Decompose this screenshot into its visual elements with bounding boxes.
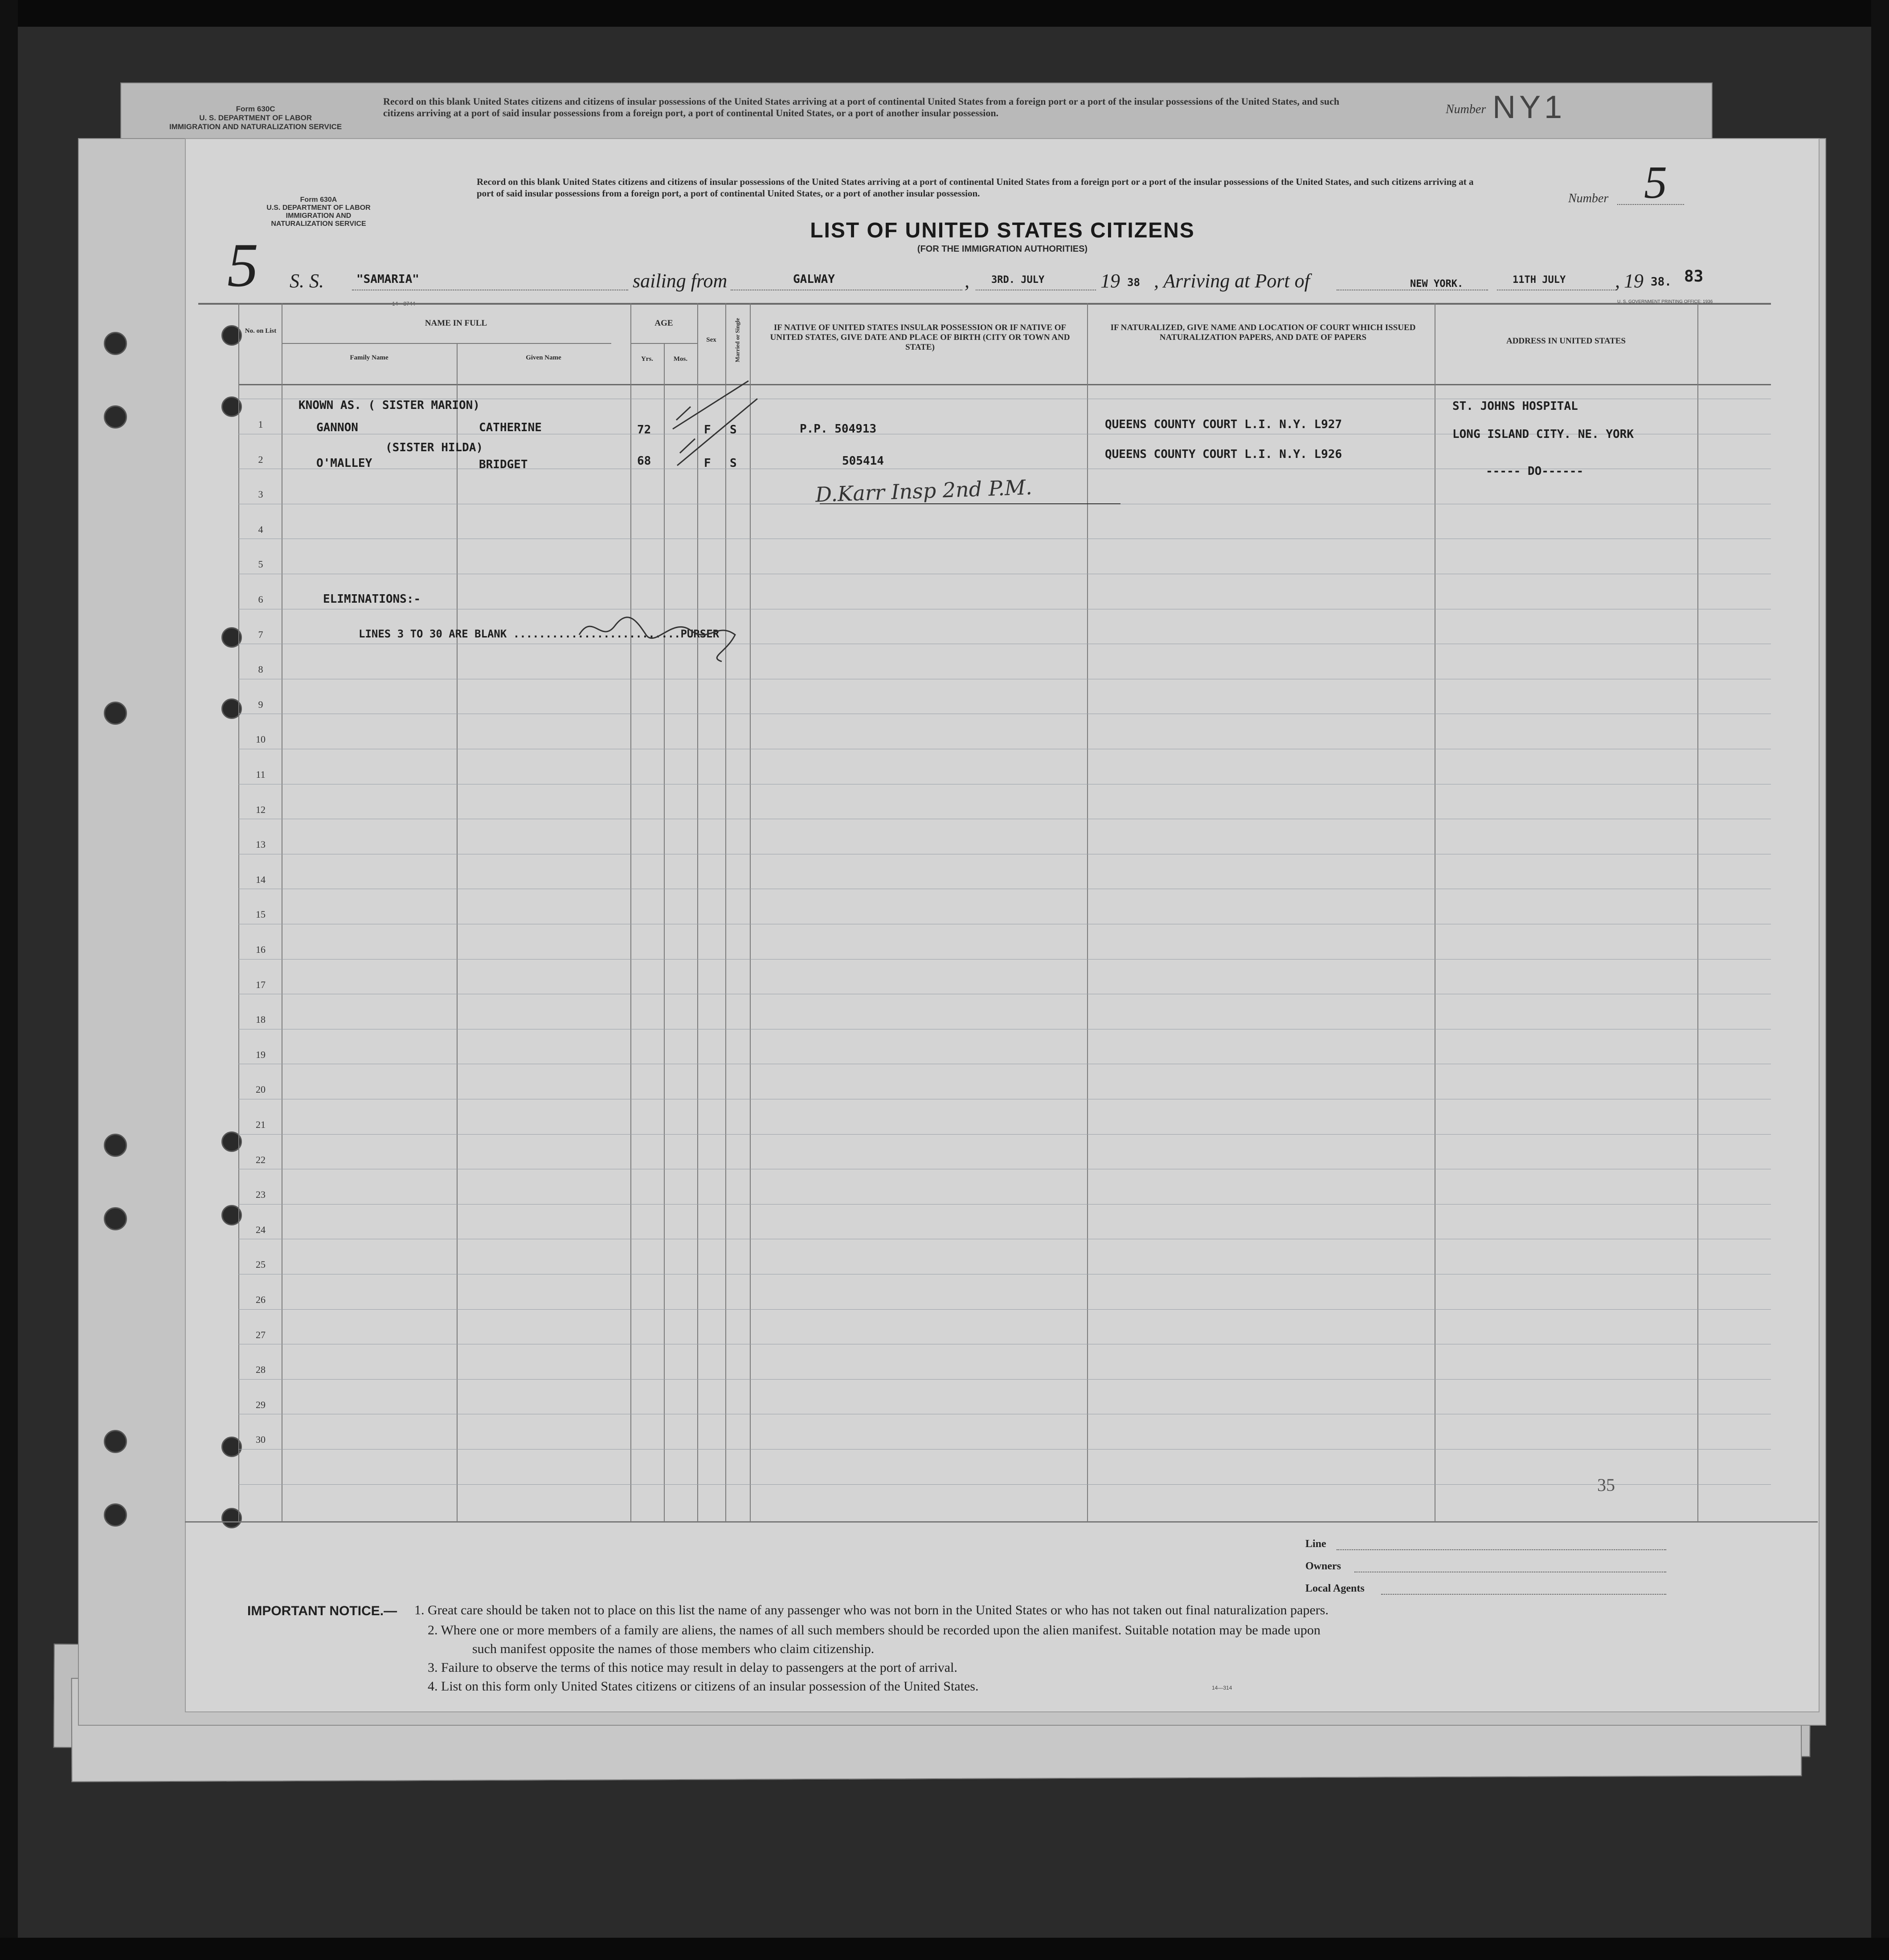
row-number: 13 bbox=[256, 839, 266, 850]
row-number: 30 bbox=[256, 1434, 266, 1446]
row-2-given-name: BRIDGET bbox=[479, 458, 528, 471]
form-id-line: Form 630A bbox=[300, 196, 337, 204]
col-rule bbox=[697, 303, 698, 1521]
row-1-age-yrs: 72 bbox=[637, 423, 651, 437]
col-rule bbox=[664, 343, 665, 1521]
arrival-port: NEW YORK. bbox=[1410, 278, 1464, 290]
row-rule bbox=[238, 1134, 1771, 1135]
header-bottom-border bbox=[238, 384, 1771, 385]
page-number: 35 bbox=[1597, 1475, 1615, 1495]
row-1-naturalization: QUEENS COUNTY COURT L.I. N.Y. L927 bbox=[1105, 418, 1342, 431]
row-number: 24 bbox=[256, 1224, 266, 1235]
row-number: 16 bbox=[256, 944, 266, 955]
back-form-id-line: Form 630C bbox=[236, 105, 275, 113]
ship-name: "SAMARIA" bbox=[356, 273, 419, 286]
row-number: 23 bbox=[256, 1189, 266, 1200]
row-rule bbox=[238, 1449, 1771, 1450]
purser-signature bbox=[575, 604, 753, 666]
comma: , bbox=[1615, 270, 1620, 292]
page-title: LIST OF UNITED STATES CITIZENS bbox=[810, 219, 1195, 242]
sail-year: 38 bbox=[1127, 276, 1140, 289]
row-number: 9 bbox=[258, 698, 263, 710]
binder-hole bbox=[104, 1207, 127, 1230]
row-rule bbox=[238, 1379, 1771, 1380]
ss-label: S. S. bbox=[290, 270, 324, 292]
header-naturalized: IF NATURALIZED, GIVE NAME AND LOCATION OF COURT WHICH ISSUED NATURALIZATION PAPERS, AND DATE OF PAPERS bbox=[1110, 323, 1416, 342]
binder-hole bbox=[104, 1134, 127, 1157]
row-2-native-info: 505414 bbox=[842, 454, 884, 468]
row-number: 25 bbox=[256, 1259, 266, 1270]
row-1-address: ST. JOHNS HOSPITAL bbox=[1452, 400, 1578, 413]
sail-date: 3RD. JULY bbox=[991, 274, 1045, 286]
col-rule bbox=[457, 343, 458, 1521]
margin-handwritten-number: 5 bbox=[227, 231, 258, 300]
header-mos: Mos. bbox=[673, 355, 688, 363]
film-border-top bbox=[0, 0, 1889, 27]
back-form-id-line: IMMIGRATION AND NATURALIZATION SERVICE bbox=[169, 122, 342, 131]
notice-item-4: 4. List on this form only United States citizens or citizens of an insular possession of the United States. bbox=[428, 1679, 979, 1694]
sailing-label: sailing from bbox=[633, 270, 728, 292]
line-field[interactable] bbox=[1337, 1549, 1666, 1550]
row-number: 7 bbox=[258, 629, 263, 640]
header-given-name: Given Name bbox=[526, 354, 561, 361]
header-address: ADDRESS IN UNITED STATES bbox=[1506, 336, 1626, 346]
row-rule bbox=[238, 1309, 1771, 1310]
number-label: Number bbox=[1568, 192, 1609, 205]
row-number: 18 bbox=[256, 1014, 266, 1025]
back-record-text: Record on this blank United States citizens and citizens of insular possessions of the United States arriving at a port of continental United States from a foreign port or a port of the insular possessions of the United States, and such citizens arriving at a port of said insular possessions from a foreign port, a port of continental United States, or a port of another insular possession. bbox=[383, 96, 1340, 118]
header-married-single: Married or Single bbox=[734, 318, 741, 363]
arrival-year-prefix: 19 bbox=[1624, 270, 1644, 292]
record-instructions: Record on this blank United States citizens and citizens of insular possessions of the United States arriving at a port of continental United States from a foreign port or a port of the insular possessions of the United States, and such citizens arriving at a port of said insular possessions from a foreign port, a port of continental United States, or a port of another insular possession. bbox=[477, 176, 1474, 199]
row-3-address-ditto: ----- DO------ bbox=[1486, 465, 1584, 478]
comma: , bbox=[965, 270, 969, 292]
local-agents-field[interactable] bbox=[1381, 1594, 1666, 1595]
form-id-line: IMMIGRATION AND bbox=[286, 212, 352, 220]
tick-marks bbox=[664, 372, 762, 479]
from-port: GALWAY bbox=[793, 273, 835, 286]
print-code: U. S. GOVERNMENT PRINTING OFFICE: 1936 bbox=[1617, 299, 1713, 304]
header-age: AGE bbox=[654, 318, 673, 328]
row-number: 29 bbox=[256, 1399, 266, 1410]
back-number-value: NY1 bbox=[1492, 90, 1566, 125]
page-subtitle: (FOR THE IMMIGRATION AUTHORITIES) bbox=[917, 244, 1088, 254]
row-number: 28 bbox=[256, 1364, 266, 1376]
binder-hole bbox=[104, 405, 127, 429]
row-2-address: LONG ISLAND CITY. NE. YORK bbox=[1452, 428, 1634, 441]
owners-label: Owners bbox=[1305, 1560, 1341, 1572]
row-2-sex: F bbox=[704, 457, 711, 470]
row-number: 20 bbox=[256, 1084, 266, 1095]
row-number: 3 bbox=[258, 489, 263, 500]
binder-hole bbox=[104, 332, 127, 355]
row-number: 10 bbox=[256, 734, 266, 745]
row-number: 14 bbox=[256, 874, 266, 885]
form-id-line: NATURALIZATION SERVICE bbox=[271, 220, 366, 228]
number-value: 5 bbox=[1644, 157, 1667, 208]
form-code: 14—314 bbox=[1212, 1685, 1232, 1691]
col-rule bbox=[750, 303, 751, 1521]
col-rule bbox=[725, 303, 726, 1521]
arrival-year: 38. bbox=[1651, 275, 1672, 289]
row-number: 26 bbox=[256, 1294, 266, 1305]
row-2-marital: S bbox=[730, 457, 737, 470]
row-number: 8 bbox=[258, 664, 263, 675]
row-1-given-name: CATHERINE bbox=[479, 421, 542, 434]
col-rule bbox=[238, 303, 239, 1521]
name-subheader-rule bbox=[282, 343, 611, 344]
lines-blank-note: LINES 3 TO 30 ARE BLANK ..........................PURSER bbox=[359, 628, 720, 640]
header-no-on-list: No. on List bbox=[245, 327, 277, 335]
eliminations-label: ELIMINATIONS:- bbox=[323, 592, 421, 606]
film-border-bottom bbox=[0, 1938, 1889, 1960]
binder-hole bbox=[104, 1430, 127, 1453]
row-1-marital: S bbox=[730, 423, 737, 437]
row-rule bbox=[238, 959, 1771, 960]
header-yrs: Yrs. bbox=[641, 355, 654, 363]
notice-item-3: 3. Failure to observe the terms of this notice may result in delay to passengers at the port of arrival. bbox=[428, 1660, 957, 1675]
row-number: 22 bbox=[256, 1154, 266, 1165]
citizens-list-form bbox=[185, 138, 1819, 1712]
header-native: IF NATIVE OF UNITED STATES INSULAR POSSESSION OR IF NATIVE OF UNITED STATES, GIVE DATE AND PLACE OF BIRTH (CITY OR TOWN AND STATE) bbox=[770, 323, 1070, 352]
row-rule bbox=[238, 1484, 1771, 1485]
arrival-date: 11TH JULY bbox=[1513, 274, 1566, 286]
notice-item-1: 1. Great care should be taken not to place on this list the name of any passenger who was not born in the United States or who has not taken out final naturalization papers. bbox=[414, 1603, 1329, 1617]
year-prefix: 19 bbox=[1100, 270, 1120, 292]
col-rule bbox=[1697, 303, 1698, 1521]
row-2-family-name: O'MALLEY bbox=[316, 457, 372, 470]
row-1-native-info: P.P. 504913 bbox=[800, 422, 877, 436]
local-agents-label: Local Agents bbox=[1305, 1583, 1365, 1594]
row-number: 2 bbox=[258, 453, 263, 465]
row-number: 15 bbox=[256, 909, 266, 920]
row-2-naturalization: QUEENS COUNTY COURT L.I. N.Y. L926 bbox=[1105, 448, 1342, 461]
row-2-age-yrs: 68 bbox=[637, 454, 651, 468]
arriving-label: , Arriving at Port of bbox=[1154, 270, 1310, 292]
header-family-name: Family Name bbox=[350, 354, 388, 361]
notice-item-2: 2. Where one or more members of a family are aliens, the names of all such members should be recorded upon the alien manifest. Suitable notation may be made upon bbox=[428, 1623, 1321, 1637]
known-as-note: (SISTER HILDA) bbox=[385, 441, 483, 454]
back-form-id-line: U. S. DEPARTMENT OF LABOR bbox=[199, 114, 312, 122]
row-1-family-name: GANNON bbox=[316, 421, 358, 434]
row-number: 21 bbox=[256, 1119, 266, 1130]
row-number: 27 bbox=[256, 1329, 266, 1340]
table-top-border bbox=[198, 303, 1771, 305]
print-code: 14—3744 bbox=[392, 301, 416, 307]
notice-item-2-cont: such manifest opposite the names of those members who claim citizenship. bbox=[472, 1642, 875, 1656]
known-as-note: KNOWN AS. ( SISTER MARION) bbox=[298, 399, 480, 412]
back-number-label: Number bbox=[1446, 102, 1486, 116]
row-rule bbox=[238, 1204, 1771, 1205]
row-number: 17 bbox=[256, 979, 266, 990]
form-id bbox=[241, 196, 397, 228]
line-label: Line bbox=[1305, 1538, 1326, 1550]
binder-hole bbox=[104, 1503, 127, 1527]
inspector-signature-note: D.Karr Insp 2nd P.M. bbox=[815, 475, 1033, 507]
stamp-number: 83 bbox=[1684, 267, 1704, 286]
header-sex: Sex bbox=[706, 336, 716, 343]
row-number: 11 bbox=[256, 769, 266, 780]
row-number: 5 bbox=[258, 559, 263, 570]
col-rule bbox=[630, 303, 631, 1521]
row-number: 4 bbox=[258, 523, 263, 535]
row-1-sex: F bbox=[704, 423, 711, 437]
header-name-in-full: NAME IN FULL bbox=[425, 318, 487, 328]
signature-underline bbox=[820, 503, 1120, 504]
back-form-id bbox=[169, 105, 342, 131]
row-number: 6 bbox=[258, 594, 263, 605]
binder-hole bbox=[104, 702, 127, 725]
col-rule bbox=[1087, 303, 1088, 1521]
row-number: 12 bbox=[256, 804, 266, 815]
table-bottom-border bbox=[185, 1521, 1818, 1523]
film-border-left bbox=[0, 0, 18, 1960]
form-id-line: U.S. DEPARTMENT OF LABOR bbox=[266, 204, 371, 212]
row-number: 19 bbox=[256, 1049, 266, 1060]
film-border-right bbox=[1871, 0, 1889, 1960]
important-notice-title: IMPORTANT NOTICE.— bbox=[247, 1604, 397, 1618]
row-number: 1 bbox=[258, 419, 263, 430]
